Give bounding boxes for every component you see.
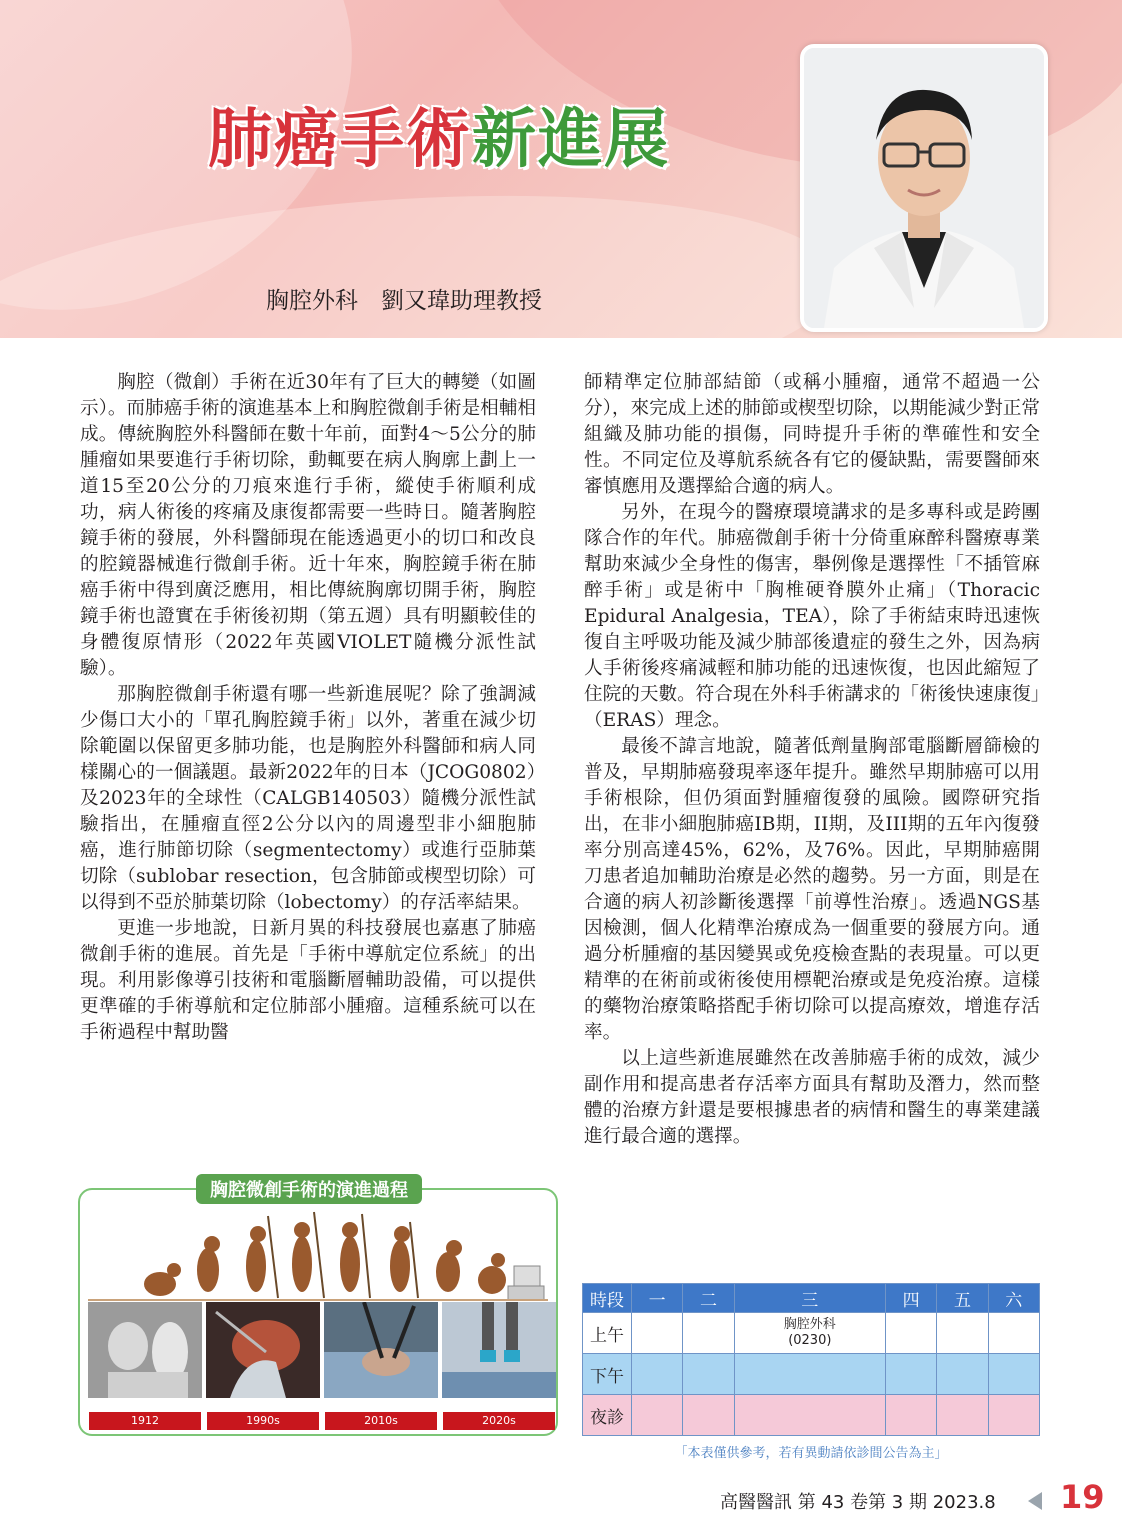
paragraph: 以上這些新進展雖然在改善肺癌手術的成效，減少副作用和提高患者存活率方面具有幫助及潛力，然而整體的治療方針還是要根據患者的病情和醫生的專業建議進行最合適的選擇。 bbox=[584, 1048, 1040, 1147]
article-title bbox=[208, 88, 670, 180]
paragraph: 最後不諱言地說，隨著低劑量胸部電腦斷層篩檢的普及，早期肺癌發現率逐年提升。雖然早期肺癌可以用手術根除，但仍須面對腫瘤復發的風險。國際研究指出，在非小細胞肺癌IB期，II期，及III期的五年內復發率分別高達45%，62%，及76%。因此，早期肺癌開刀患者追加輔助治療是必然的趨勢。另一方面，則是在合適的病人初診斷後選擇「前導性治療」。透過NGS基因檢測，個人化精準治療成為一個重要的發展方向。通過分析腫瘤的基因變異或免疫檢查點的表現量。可以更精準的在術前或術後使用標靶治療或是免疫治療。這樣的藥物治療策略搭配手術切除可以提高療效，增進存活率。 bbox=[584, 736, 1040, 1043]
header-cell: 五 bbox=[937, 1284, 988, 1313]
paragraph: 那胸腔微創手術還有哪一些新進展呢？除了強調減少傷口大小的「單孔胸腔鏡手術」以外，著重在減少切除範圍以保留更多肺功能，也是胸腔外科醫師和病人同樣關心的一個議題。最新2022年的日本（JCOG0802）及2023年的全球性（CALGB140503）隨機分派性試驗指出，在腫瘤直徑2公分以內的周邊型非小細胞肺癌，進行肺節切除（segmentectomy）或進行亞肺葉切除（sublobar resection，包含肺節或楔型切除）可以得到不亞於肺葉切除（lobectomy）的存活率結果。 bbox=[80, 684, 536, 913]
title-part-green: 新進展 bbox=[472, 103, 670, 177]
issue-date: 2023.8 bbox=[932, 1492, 996, 1513]
journal-name: 高醫醫訊 bbox=[720, 1492, 792, 1513]
evolution-illustration bbox=[88, 1206, 548, 1302]
figure-title: 胸腔微創手術的演進過程 bbox=[196, 1174, 422, 1204]
article-column-left bbox=[80, 370, 536, 1046]
paragraph: 師精準定位肺部結節（或稱小腫瘤，通常不超過一公分），來完成上述的肺節或楔型切除，以期能減少對正常組織及肺功能的損傷，同時提升手術的準確性和安全性。不同定位及導航系統各有它的優缺點，需要醫師來審慎應用及選擇給合適的病人。 bbox=[584, 372, 1040, 497]
header-cell: 二 bbox=[683, 1284, 734, 1313]
article-column-right bbox=[584, 370, 1040, 1150]
paragraph: 更進一步地說，日新月異的科技發展也嘉惠了肺癌微創手術的進展。首先是「手術中導航定位系統」的出現。利用影像導引技術和電腦斷層輔助設備，可以提供更準確的手術導航和定位肺部小腫瘤。這種系統可以在手術過程中幫助醫 bbox=[80, 918, 536, 1043]
year-label: 1912 bbox=[89, 1412, 201, 1430]
row-label: 上午 bbox=[583, 1313, 632, 1354]
evolution-figure bbox=[78, 1180, 558, 1436]
author-byline: 胸腔外科 劉又瑋助理教授 bbox=[266, 288, 542, 314]
paragraph: 胸腔（微創）手術在近30年有了巨大的轉變（如圖示）。而肺癌手術的演進基本上和胸腔微創手術是相輔相成。傳統胸腔外科醫師在數十年前，面對4～5公分的肺腫瘤如果要進行手術切除，動輒要在病人胸廓上劃上一道15至20公分的刀痕來進行手術，縱使手術順利成功，病人術後的疼痛及康復都需要一些時日。隨著胸腔鏡手術的發展，外科醫師現在能透過更小的切口和改良的腔鏡器械進行微創手術。近十年來，胸腔鏡手術在肺癌手術中得到廣泛應用，相比傳統胸廓切開手術，胸腔鏡手術也證實在手術後初期（第五週）具有明顯較佳的身體復原情形（2022年英國VIOLET隨機分派性試驗）。 bbox=[80, 372, 536, 679]
header-cell: 一 bbox=[632, 1284, 683, 1313]
year-label: 2020s bbox=[443, 1412, 555, 1430]
photo-panel-1990s bbox=[206, 1302, 320, 1398]
schedule-row-night bbox=[583, 1395, 1040, 1436]
issue-number: 第 43 卷第 3 期 bbox=[797, 1492, 927, 1513]
schedule-row-pm bbox=[583, 1354, 1040, 1395]
clinic-slot bbox=[734, 1313, 885, 1354]
header-cell: 時段 bbox=[583, 1284, 632, 1313]
year-label: 1990s bbox=[207, 1412, 319, 1430]
paragraph: 另外，在現今的醫療環境講求的是多專科或是跨團隊合作的年代。肺癌微創手術十分倚重麻醉科醫療專業幫助來減少全身性的傷害，舉例像是選擇性「不插管麻醉手術」或是術中「胸椎硬脊膜外止痛」（Thoracic Epidural Analgesia，TEA），除了手術結束時迅速恢復自主呼吸功能及減少肺部後遺症的發生之外，因為病人手術後疼痛減輕和肺功能的迅速恢復，也因此縮短了住院的天數。符合現在外科手術講求的「術後快速康復」（ERAS）理念。 bbox=[584, 502, 1040, 731]
clinic-name: 胸腔外科 bbox=[783, 1317, 836, 1332]
author-photo bbox=[800, 44, 1048, 332]
photo-panel-1912 bbox=[88, 1302, 202, 1398]
page-number: 19 bbox=[1060, 1478, 1105, 1516]
year-label: 2010s bbox=[325, 1412, 437, 1430]
schedule-note: 「本表僅供參考，若有異動請依診間公告為主」 bbox=[674, 1446, 948, 1461]
header-cell: 六 bbox=[988, 1284, 1039, 1313]
row-label: 下午 bbox=[583, 1354, 632, 1395]
schedule-row-am bbox=[583, 1313, 1040, 1354]
row-label: 夜診 bbox=[583, 1395, 632, 1436]
header-banner bbox=[0, 0, 1122, 338]
header-cell: 三 bbox=[734, 1284, 885, 1313]
arrow-left-icon bbox=[1028, 1492, 1042, 1510]
clinic-schedule-table bbox=[582, 1283, 1040, 1436]
header-cell: 四 bbox=[885, 1284, 936, 1313]
footer-info bbox=[720, 1488, 996, 1514]
photo-panel-2020s bbox=[442, 1302, 556, 1398]
title-part-red: 肺癌手術 bbox=[208, 103, 472, 177]
schedule-header-row bbox=[583, 1284, 1040, 1313]
photo-panel-2010s bbox=[324, 1302, 438, 1398]
clinic-code: (0230) bbox=[788, 1333, 832, 1348]
